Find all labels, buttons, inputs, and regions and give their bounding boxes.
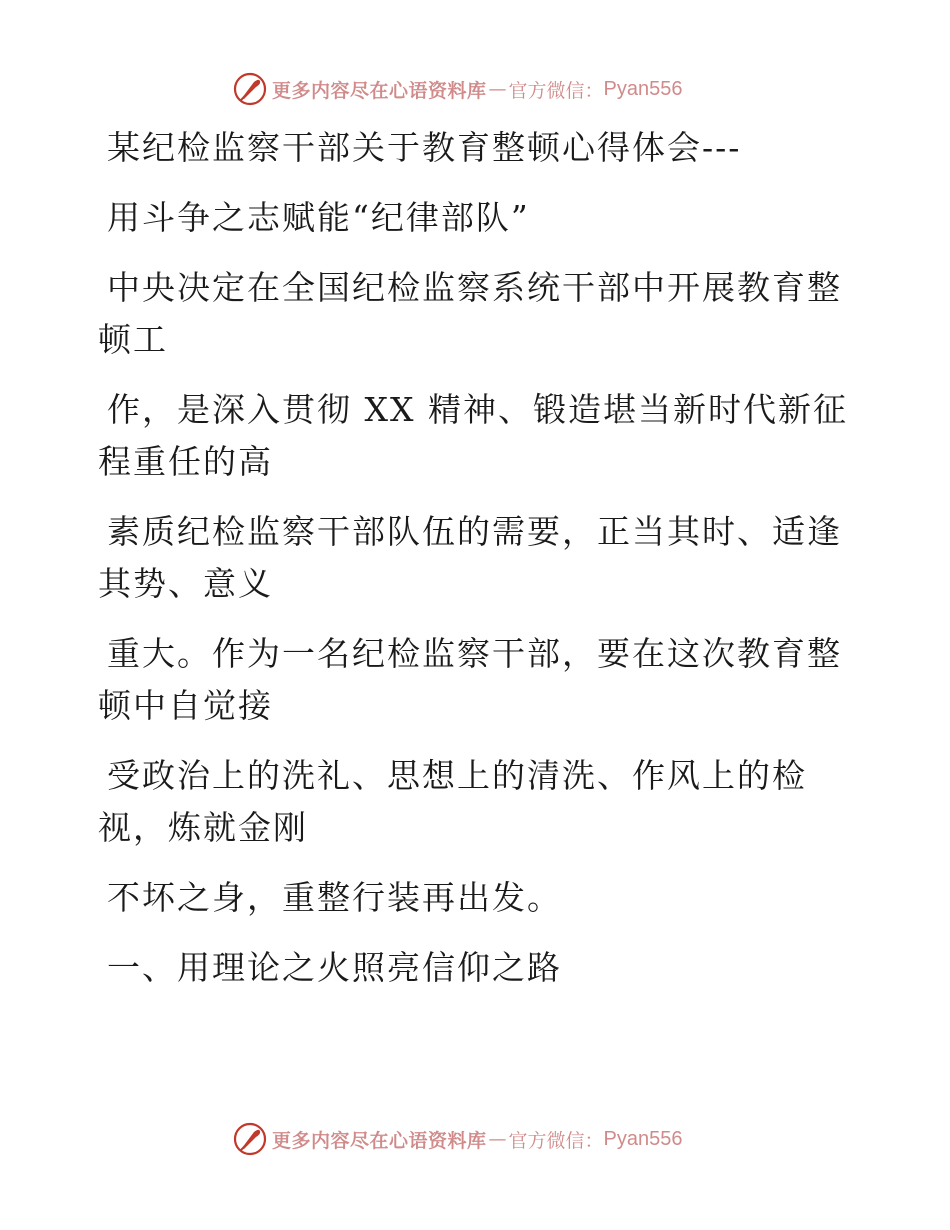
document-title: 某纪检监察干部关于教育整顿心得体会--- [107,128,742,167]
quill-logo-icon [232,1121,268,1157]
document-body [98,122,848,994]
paragraph-line: 受政治上的洗礼、思想上的清洗、作风上的检 [107,756,807,795]
watermark-separator: — [488,1128,507,1150]
section-heading: 一、用理论之火照亮信仰之路 [107,948,562,987]
watermark-label: 官方微信： [508,79,604,102]
watermark-text: 更多内容尽在心语资料库 [272,79,487,102]
watermark-separator: — [488,78,507,100]
paragraph-line: 其势、意义 [98,564,273,603]
document-subtitle: 用斗争之志赋能“纪律部队” [107,198,530,237]
watermark-wechat-id: Pyan556 [603,77,683,100]
paragraph-line: 顿工 [98,320,168,359]
footer-watermark [232,1120,683,1158]
paragraph-line: 中央决定在全国纪检监察系统干部中开展教育整 [107,268,842,307]
watermark-text: 更多内容尽在心语资料库 [272,1129,487,1152]
header-watermark [232,70,683,108]
paragraph-line: 重大。作为一名纪检监察干部，要在这次教育整 [107,634,842,673]
watermark-wechat-id: Pyan556 [603,1127,683,1150]
paragraph-line: 顿中自觉接 [98,686,273,725]
watermark-label: 官方微信： [508,1129,604,1152]
paragraph-line: 作，是深入贯彻 XX 精神、锻造堪当新时代新征 [107,390,848,429]
paragraph-line: 程重任的高 [98,442,273,481]
paragraph-line: 视，炼就金刚 [98,808,308,847]
paragraph-line: 不坏之身，重整行装再出发。 [107,878,562,917]
quill-logo-icon [232,71,268,107]
paragraph-line: 素质纪检监察干部队伍的需要，正当其时、适逢 [107,512,842,551]
